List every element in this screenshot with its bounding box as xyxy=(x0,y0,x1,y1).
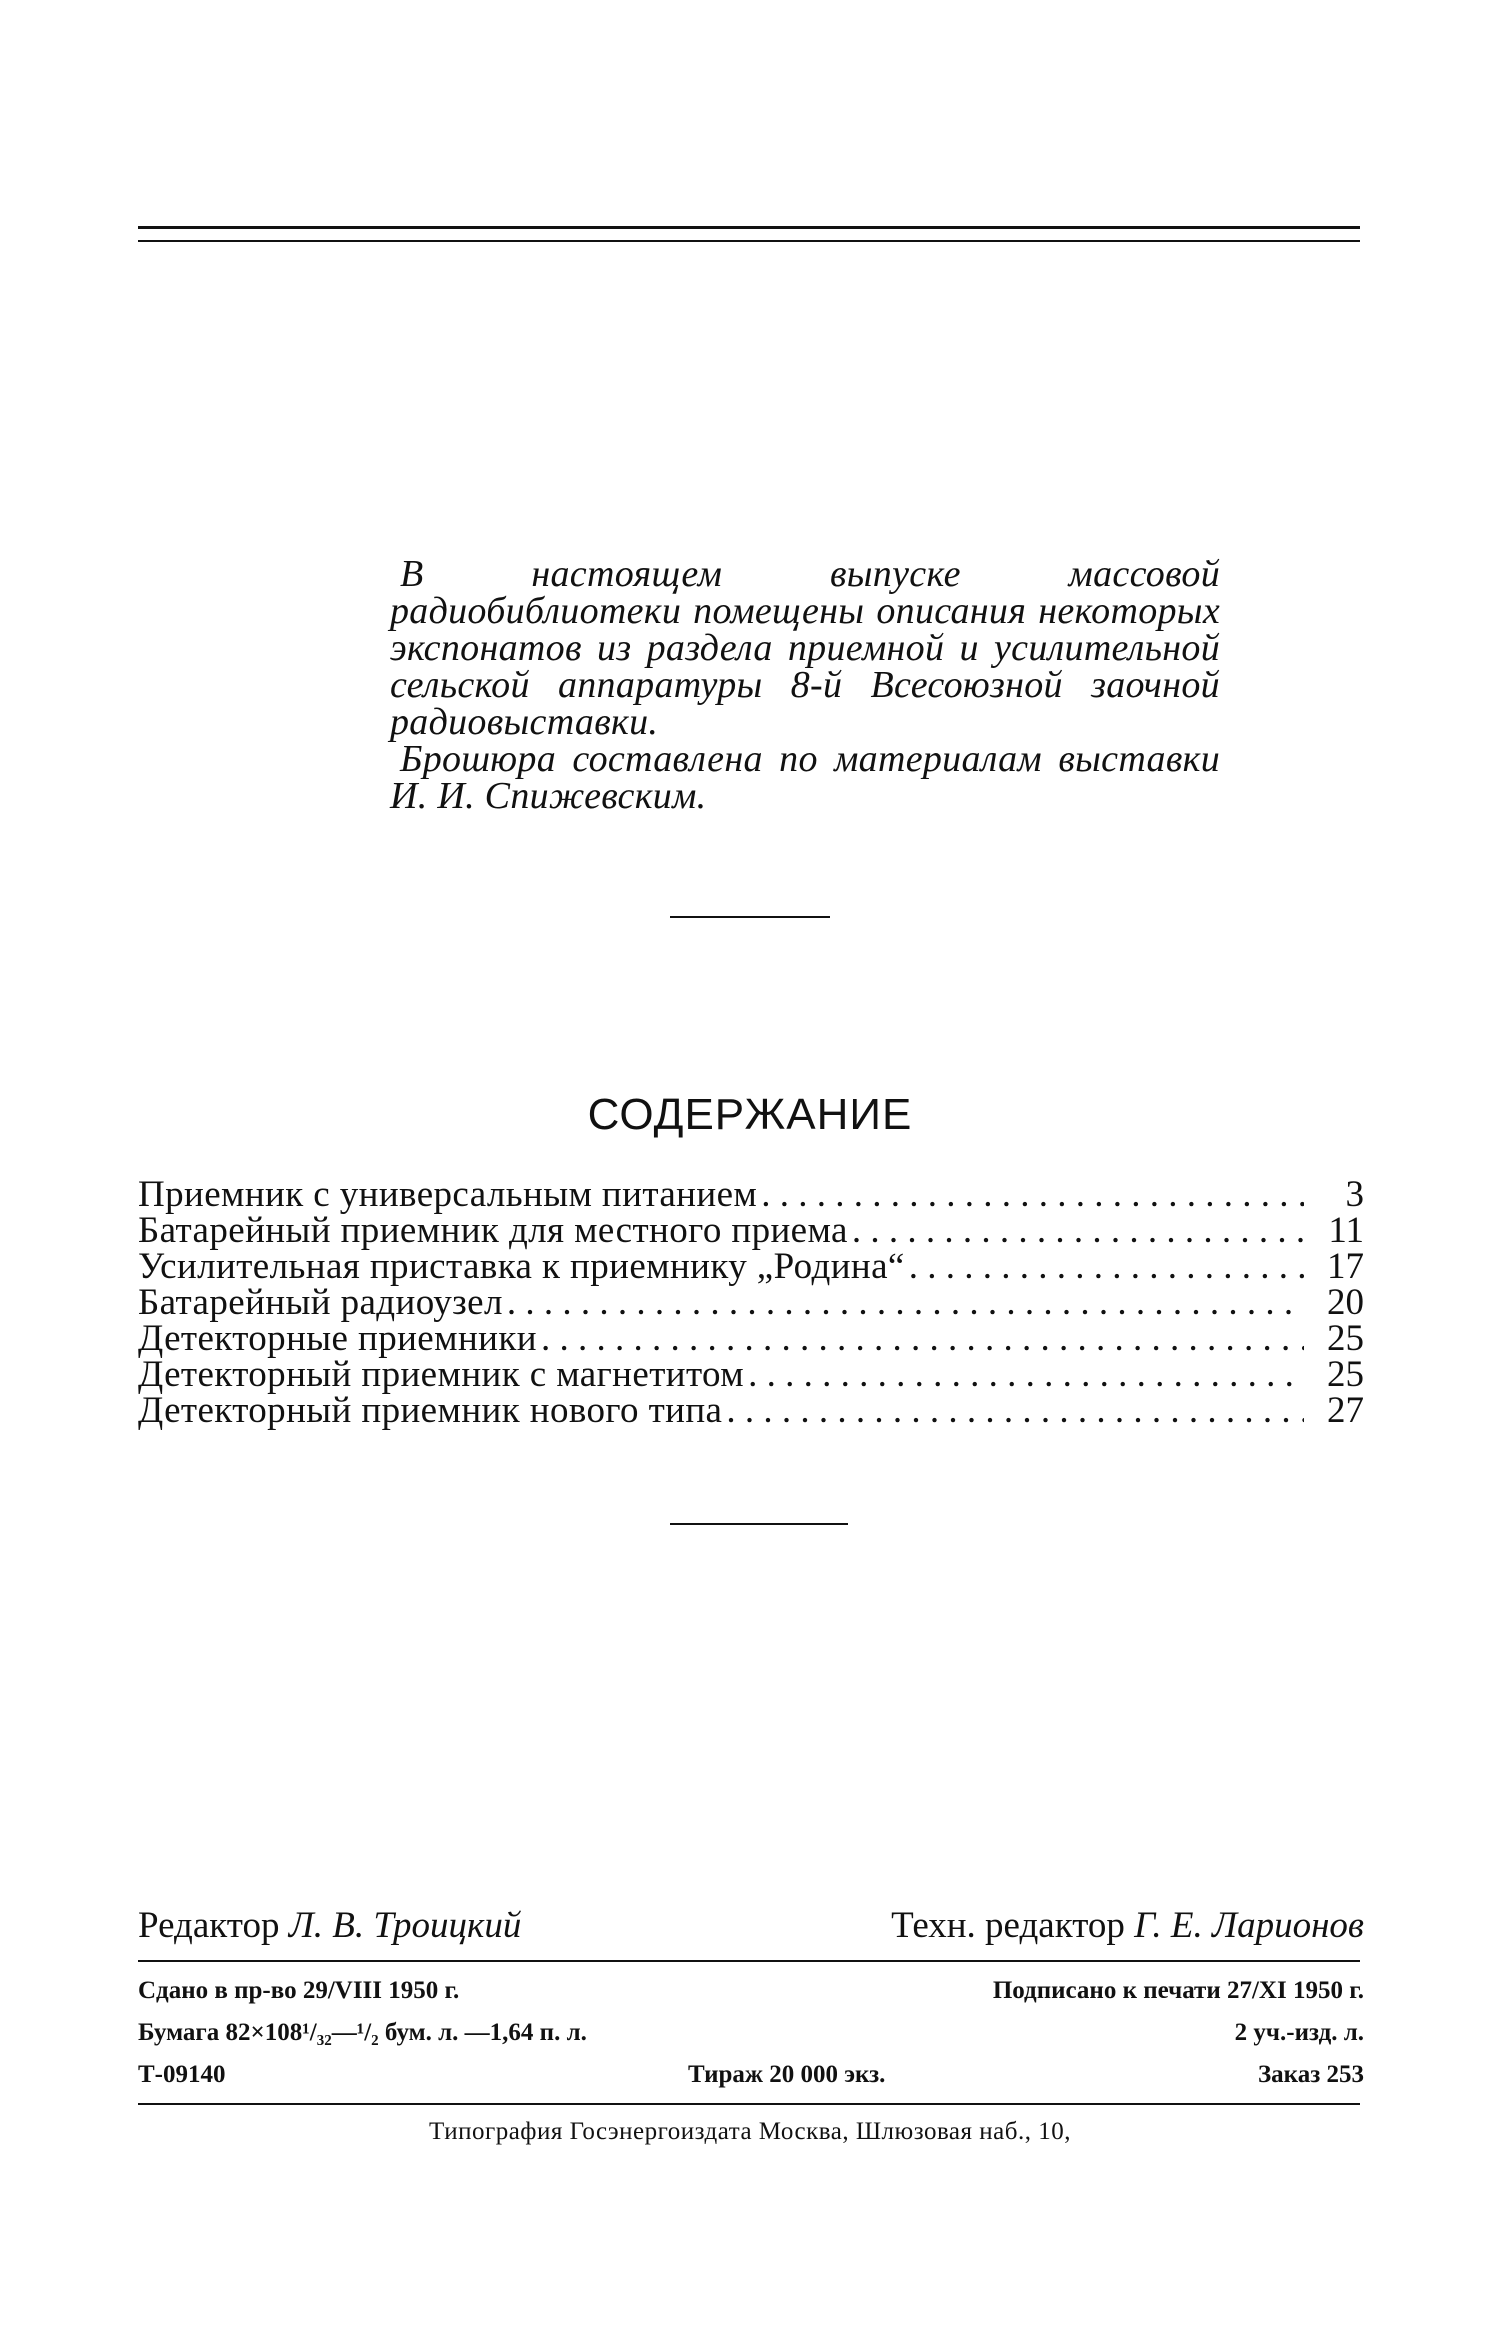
toc-item xyxy=(138,1282,1364,1323)
toc-item xyxy=(138,1354,1364,1395)
toc-leader-dots xyxy=(541,1321,1304,1357)
tech-editor-role: Техн. редактор xyxy=(891,1905,1125,1946)
toc-item-title: Детекторный приемник нового типа xyxy=(138,1390,723,1431)
imprint-row xyxy=(138,2012,1364,2054)
toc-item-title: Детекторный приемник с магнетитом xyxy=(138,1354,745,1395)
top-rule xyxy=(138,226,1360,229)
toc-item-page: 27 xyxy=(1327,1390,1364,1431)
toc-item-title: Усилительная приставка к приемнику „Родина“ xyxy=(138,1246,905,1287)
toc-item-page: 25 xyxy=(1327,1318,1364,1359)
signed-date: Подписано к печати 27/XI 1950 г. xyxy=(992,1977,1364,2004)
table-of-contents xyxy=(138,1174,1364,1431)
toc-item-page: 17 xyxy=(1327,1246,1364,1287)
tech-editor-name: Г. Е. Ларионов xyxy=(1134,1905,1364,1946)
toc-item-page: 3 xyxy=(1345,1174,1364,1215)
toc-item xyxy=(138,1210,1364,1251)
imprint-block xyxy=(138,1970,1364,2096)
printer-line: Типография Госэнергоиздата Москва, Шлюзовая наб., 10, xyxy=(429,2118,1071,2145)
editor xyxy=(138,1906,521,1946)
toc-leader-dots xyxy=(507,1285,1304,1321)
editor-name: Л. В. Троицкий xyxy=(288,1905,522,1946)
imprint-rule xyxy=(138,1960,1360,1962)
toc-item-title: Батарейный радиоузел xyxy=(138,1282,503,1323)
toc-item xyxy=(138,1174,1364,1215)
toc-item-title: Детекторные приемники xyxy=(138,1318,537,1359)
edition-sheets: 2 уч.-изд. л. xyxy=(1234,2019,1364,2046)
imprint-row xyxy=(138,1970,1364,2012)
annotation xyxy=(390,553,1220,817)
toc-leader-dots xyxy=(726,1393,1304,1429)
submitted-date: Сдано в пр-во 29/VIII 1950 г. xyxy=(138,1977,460,2004)
divider xyxy=(670,1523,848,1525)
divider xyxy=(670,916,830,918)
toc-title: СОДЕРЖАНИЕ xyxy=(587,1090,913,1139)
toc-item xyxy=(138,1390,1364,1431)
toc-leader-dots xyxy=(909,1249,1304,1285)
top-rule-thin xyxy=(138,240,1360,242)
toc-item-title: Приемник с универсальным питанием xyxy=(138,1174,758,1215)
toc-leader-dots xyxy=(748,1357,1304,1393)
paper-format: Бумага 82×108¹/₃₂—¹/₂ бум. л. —1,64 п. л. xyxy=(138,2019,587,2046)
editors-line xyxy=(138,1906,1364,1946)
toc-leader-dots xyxy=(852,1213,1304,1249)
order-number: Заказ 253 xyxy=(1257,2061,1364,2088)
toc-item xyxy=(138,1318,1364,1359)
print-run: Тираж 20 000 экз. xyxy=(688,2061,886,2088)
annotation-paragraph-1: В настоящем выпуске массовой радиобиблиотеки помещены описания некоторых экспонатов из раздела приемной и усилительной сельской аппаратуры 8-й Всесоюзной заочной радиовыставки. xyxy=(390,553,1220,743)
imprint-row xyxy=(138,2054,1364,2096)
imprint-rule-bottom xyxy=(138,2103,1360,2105)
toc-leader-dots xyxy=(761,1177,1304,1213)
annotation-paragraph-2: Брошюра составлена по материалам выставки И. И. Спижевским. xyxy=(390,738,1220,817)
toc-item-title: Батарейный приемник для местного приема xyxy=(138,1210,848,1251)
toc-item xyxy=(138,1246,1364,1287)
toc-item-page: 20 xyxy=(1327,1282,1364,1323)
editor-role: Редактор xyxy=(138,1905,280,1946)
toc-item-page: 11 xyxy=(1328,1210,1364,1251)
toc-item-page: 25 xyxy=(1327,1354,1364,1395)
tech-editor xyxy=(891,1906,1364,1946)
print-code: Т-09140 xyxy=(138,2061,226,2088)
